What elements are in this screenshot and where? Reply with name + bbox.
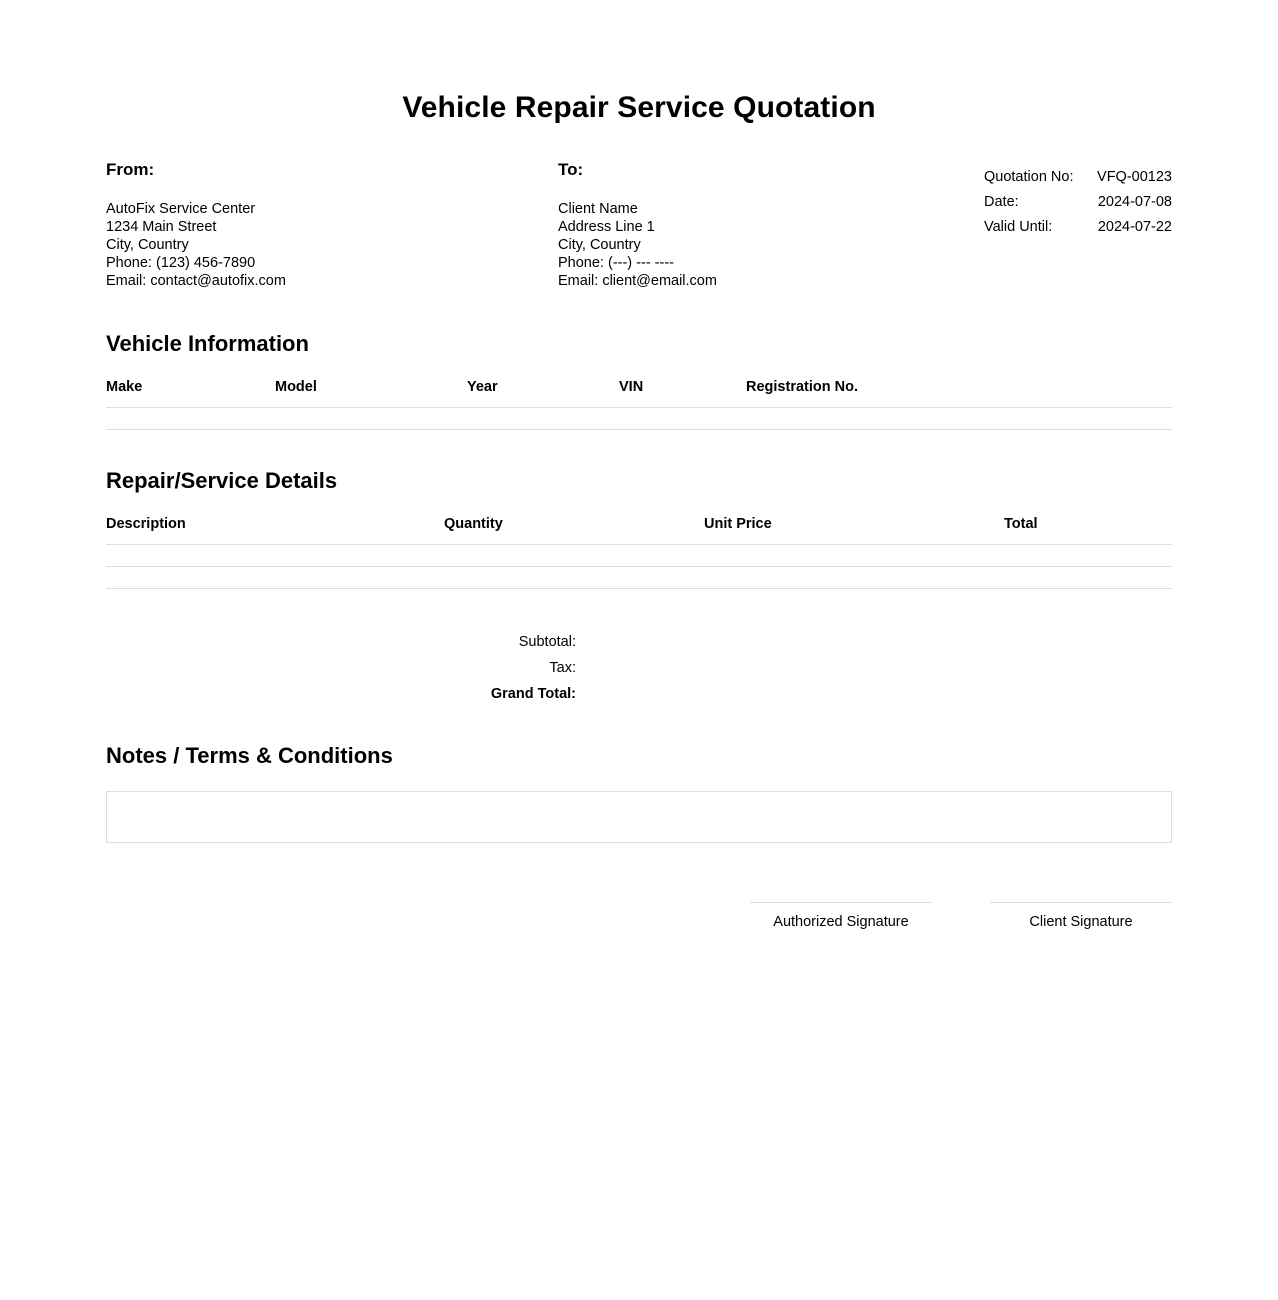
notes-input[interactable] [106,791,1172,843]
tax-row [106,655,1172,681]
meta-row-date [984,190,1172,215]
vehicle-col-registration-no: Registration No. [746,379,1172,408]
subtotal-label: Subtotal: [518,634,576,650]
repair-service-details-table [106,516,1172,589]
subtotal-row [106,629,1172,655]
grand-total-value [576,681,750,707]
to-phone: Phone: (---) --- ---- [558,255,674,271]
to-email: Email: client@email.com [558,273,717,289]
vehicle-table-header-row [106,379,1172,408]
to-line-3: City, Country [558,237,641,253]
from-block [106,161,558,290]
valid-until-label: Valid Until: [984,219,1053,235]
authorized-signature-label: Authorized Signature [773,914,909,930]
repair-cell-unit-price[interactable] [704,545,1004,567]
to-line-2: Address Line 1 [558,219,655,235]
client-signature-label: Client Signature [1029,914,1133,930]
to-heading: To: [558,160,584,179]
vehicle-cell-model[interactable] [275,408,467,430]
vehicle-col-year: Year [467,379,619,408]
valid-until-value: 2024-07-22 [1097,219,1172,235]
quotation-no-value: VFQ-00123 [1097,169,1172,185]
from-line-1: AutoFix Service Center [106,201,256,217]
repair-cell-description[interactable] [106,567,444,589]
vehicle-col-vin: VIN [619,379,746,408]
tax-value [576,655,750,681]
page-title: Vehicle Repair Service Quotation [402,91,876,124]
date-value: 2024-07-08 [1097,194,1172,210]
vehicle-cell-registration-no[interactable] [746,408,1172,430]
from-line-3: City, Country [106,237,189,253]
repair-cell-total[interactable] [1004,567,1172,589]
quotation-no-label: Quotation No: [984,169,1074,185]
notes-section-title: Notes / Terms & Conditions [106,743,393,768]
from-heading: From: [106,160,155,179]
repair-col-total: Total [1004,516,1172,545]
to-address [558,200,978,290]
table-row[interactable] [106,408,1172,430]
vehicle-information-table [106,379,1172,430]
repair-col-unit-price: Unit Price [704,516,1004,545]
grand-total-label: Grand Total: [490,686,576,702]
quotation-meta [984,161,1172,240]
authorized-signature-block[interactable] [750,902,932,931]
vehicle-cell-year[interactable] [467,408,619,430]
repair-cell-total[interactable] [1004,545,1172,567]
table-row[interactable] [106,545,1172,567]
tax-label: Tax: [549,660,576,676]
repair-section-title: Repair/Service Details [106,468,338,493]
vehicle-cell-make[interactable] [106,408,275,430]
totals-section [106,629,1172,707]
parties-section [106,161,1172,290]
vehicle-section-title: Vehicle Information [106,331,309,356]
from-address [106,200,558,290]
repair-cell-unit-price[interactable] [704,567,1004,589]
meta-row-valid-until [984,215,1172,240]
grand-total-row [106,681,1172,707]
meta-row-quotation-no [984,165,1172,190]
vehicle-cell-vin[interactable] [619,408,746,430]
repair-cell-description[interactable] [106,545,444,567]
table-row[interactable] [106,567,1172,589]
from-email: Email: contact@autofix.com [106,273,286,289]
repair-table-header-row [106,516,1172,545]
date-label: Date: [984,194,1019,210]
repair-cell-quantity[interactable] [444,545,704,567]
repair-col-quantity: Quantity [444,516,704,545]
to-line-1: Client Name [558,201,638,217]
vehicle-col-model: Model [275,379,467,408]
from-line-2: 1234 Main Street [106,219,217,235]
signatures-section [106,902,1172,931]
to-block [558,161,978,290]
client-signature-block[interactable] [990,902,1172,931]
repair-cell-quantity[interactable] [444,567,704,589]
vehicle-col-make: Make [106,379,275,408]
from-phone: Phone: (123) 456-7890 [106,255,256,271]
subtotal-value [576,629,750,655]
repair-col-description: Description [106,516,444,545]
